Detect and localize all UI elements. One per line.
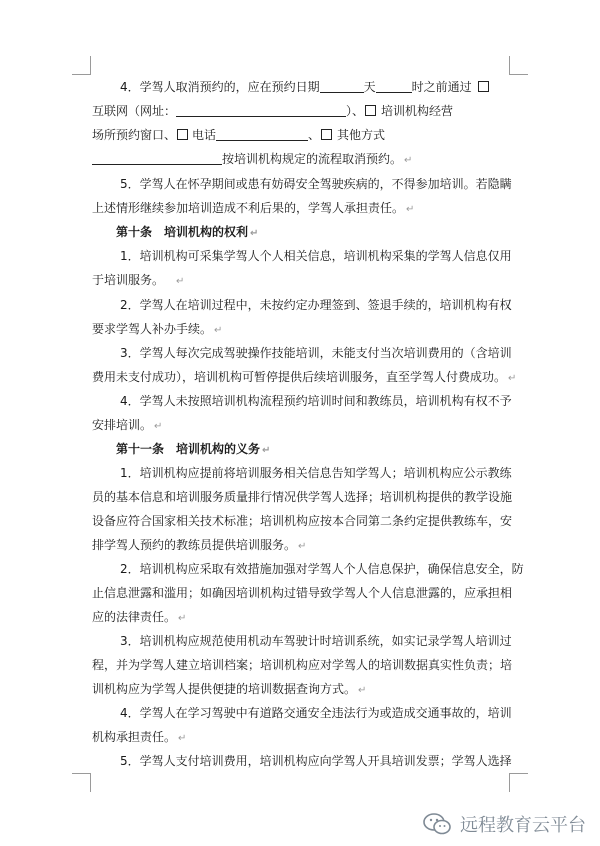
crop-mark-top-left: [72, 56, 91, 75]
checkbox-other[interactable]: [321, 129, 332, 140]
blank-website[interactable]: [176, 103, 346, 117]
section-heading-article-10: 第十条 培训机构的权利 ↵: [116, 225, 259, 239]
text-line: 要求学驾人补办手续。 ↵: [92, 322, 223, 336]
clause-10-item-2: 2．学驾人在培训过程中，未按约定办理签到、签退手续的，培训机构有权: [120, 298, 512, 312]
crop-mark-bottom-left: [72, 773, 91, 792]
text-line: 场所预约窗口、 电话 、 其他方式: [92, 128, 386, 142]
checkbox-phone[interactable]: [177, 129, 188, 140]
blank-date[interactable]: [320, 79, 364, 93]
text-line: 互联网（网址： ）、 培训机构经营: [92, 104, 454, 118]
text-line: 设备应符合国家相关技术标准；培训机构应按本合同第二条约定提供教练车，安: [92, 514, 513, 528]
text-line: 程，并为学驾人建立培训档案；培训机构应对学驾人的培训数据真实性负责；培: [92, 658, 513, 672]
section-heading-article-11: 第十一条 培训机构的义务 ↵: [116, 442, 271, 456]
text-line: 于培训服务。 ↵: [92, 273, 185, 287]
blank-phone[interactable]: [216, 127, 308, 141]
text-line: 上述情形继续参加培训造成不利后果的，学驾人承担责任。 ↵: [92, 201, 415, 215]
text-line: 按培训机构规定的流程取消预约。 ↵: [92, 148, 412, 170]
clause-11-item-3: 3．培训机构应规范使用机动车驾驶计时培训系统，如实记录学驾人培训过: [120, 634, 512, 648]
text-line: 应的法律责任。 ↵: [92, 610, 187, 624]
clause-11-item-4: 4．学驾人在学习驾驶中有道路交通安全违法行为或造成交通事故的，培训: [120, 706, 512, 720]
clause-11-item-2: 2．培训机构应采取有效措施加强对学驾人个人信息保护，确保信息安全，防: [120, 562, 524, 576]
text-line: 员的基本信息和培训服务质量排行情况供学驾人选择；培训机构提供的教学设施: [92, 490, 513, 504]
clause-11-item-5: 5．学驾人支付培训费用，培训机构应向学驾人开具培训发票；学驾人选择: [120, 754, 512, 768]
clause-10-item-1: 1．培训机构可采集学驾人个人相关信息，培训机构采集的学驾人信息仅用: [120, 249, 512, 263]
clause-11-item-1: 1．培训机构应提前将培训服务相关信息告知学驾人；培训机构应公示教练: [120, 466, 512, 480]
clause-9-item-5: 5．学驾人在怀孕期间或患有妨碍安全驾驶疾病的，不得参加培训。若隐瞒: [120, 177, 512, 191]
text-line: 安排培训。 ↵: [92, 418, 163, 432]
blank-other-method[interactable]: [92, 151, 222, 165]
clause-10-item-4: 4．学驾人未按照培训机构流程预约培训时间和教练员，培训机构有权不予: [120, 394, 512, 408]
text-line: 排学驾人预约的教练员提供培训服务。 ↵: [92, 538, 307, 552]
crop-mark-bottom-right: [509, 773, 528, 792]
text-line: 训机构应为学驾人提供便捷的培训数据查询方式。 ↵: [92, 682, 367, 696]
watermark: [422, 810, 586, 838]
watermark-text: 远程教育云平台: [460, 815, 586, 836]
text-line: 费用未支付成功），培训机构可暂停提供后续培训服务，直至学驾人付费成功。 ↵: [92, 370, 517, 384]
text-line: 止信息泄露和滥用；如确因培训机构过错导致学驾人个人信息泄露的，应承担相: [92, 586, 513, 600]
wechat-icon: [422, 812, 452, 836]
crop-mark-top-right: [509, 56, 528, 75]
clause-9-item-4: 4．学驾人取消预约的，应在预约日期 天 时之前通过: [120, 76, 490, 98]
clause-10-item-3: 3．学驾人每次完成驾驶操作技能培训，未能支付当次培训费用的（含培训: [120, 346, 512, 360]
checkbox-internet[interactable]: [478, 81, 489, 92]
blank-hour[interactable]: [376, 79, 412, 93]
text-line: 机构承担责任。 ↵: [92, 730, 187, 744]
checkbox-office[interactable]: [365, 105, 376, 116]
